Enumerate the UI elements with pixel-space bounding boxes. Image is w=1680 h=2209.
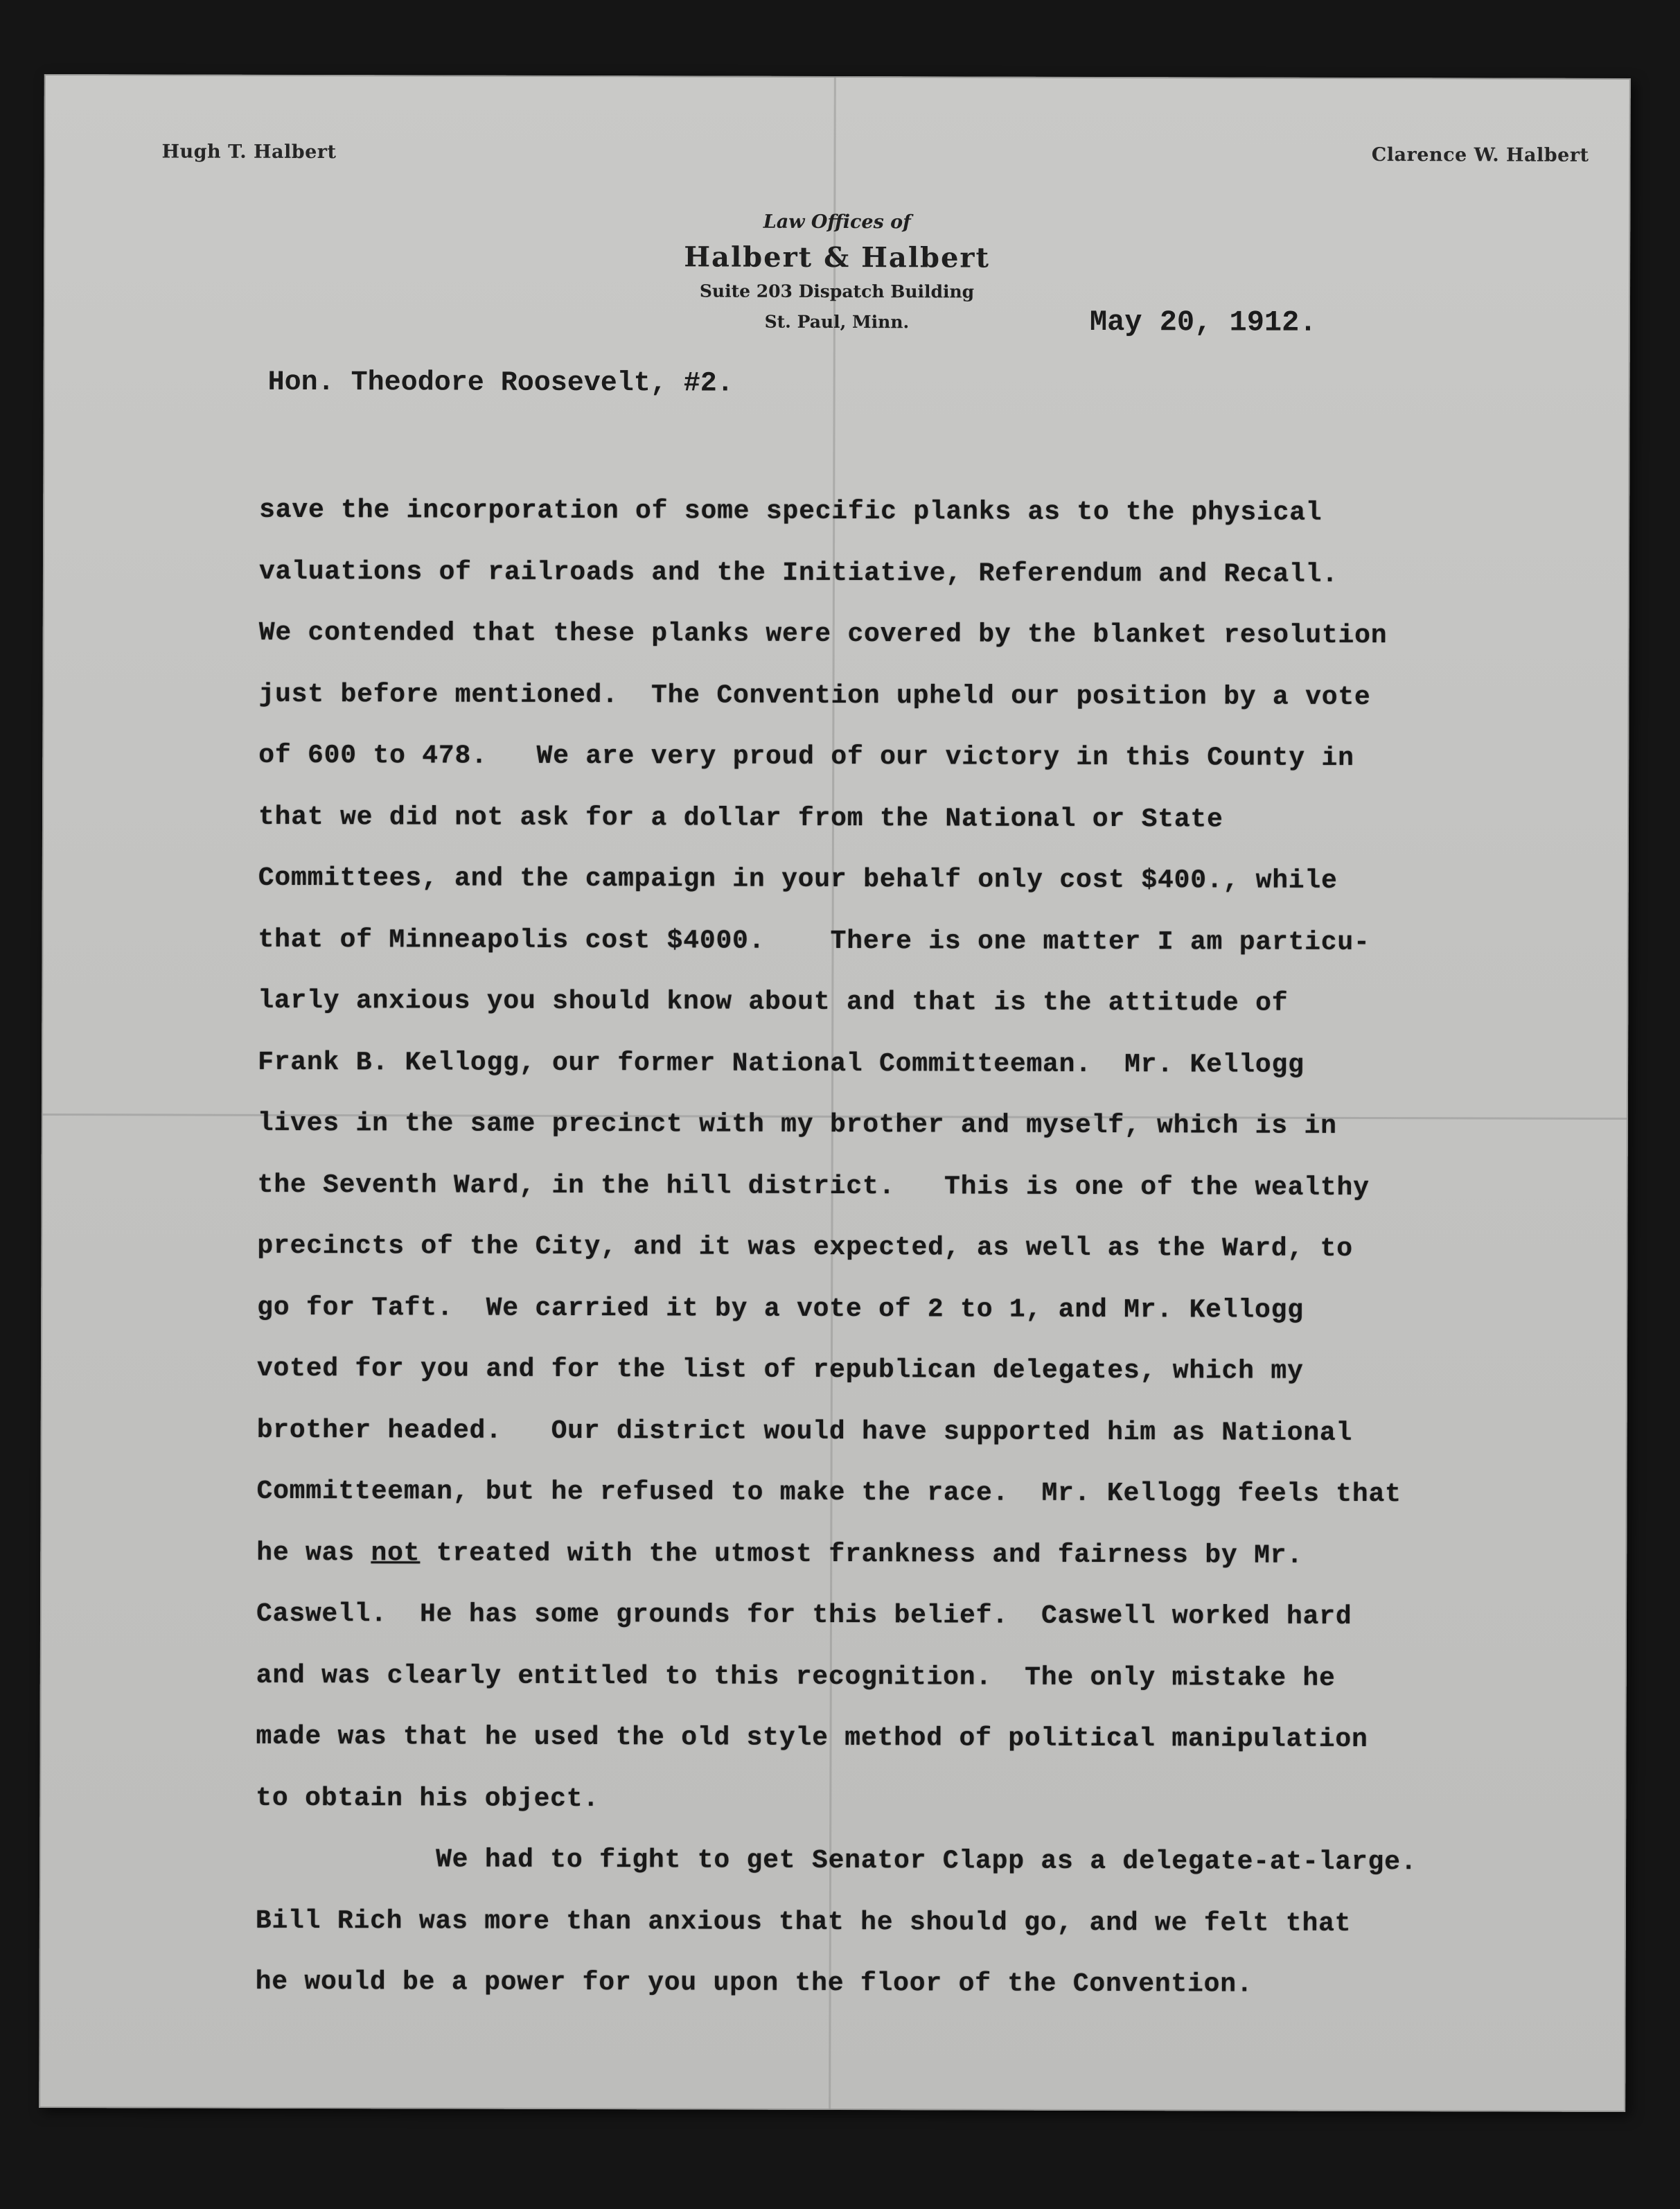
body-line: to obtain his object.: [256, 1783, 600, 1814]
letterhead-left-name: Hugh T. Halbert: [161, 141, 337, 164]
body-line: and was clearly entitled to this recognition. The only mistake he: [256, 1660, 1336, 1693]
body-line: larly anxious you should know about and that is the attitude of: [258, 985, 1289, 1019]
letterhead-address: Suite 203 Dispatch Building: [699, 281, 975, 302]
body-line: lives in the same precinct with my brother and myself, which is in: [257, 1108, 1337, 1141]
body-line: Committees, and the campaign in your behalf only cost $400., while: [258, 863, 1338, 896]
body-line: the Seventh Ward, in the hill district. This is one of the wealthy: [257, 1170, 1370, 1203]
body-line: made was that he used the old style method of political manipulation: [256, 1721, 1368, 1755]
body-line: brother headed. Our district would have supported him as National: [256, 1415, 1353, 1448]
letter-body: [256, 480, 1597, 2017]
body-line: just before mentioned. The Convention upheld our position by a vote: [258, 679, 1371, 712]
body-line: voted for you and for the list of republican delegates, which my: [256, 1353, 1304, 1387]
letterhead-law-offices: Law Offices of: [763, 211, 911, 234]
body-line: Bill Rich was more than anxious that he should go, and we felt that: [255, 1906, 1352, 1939]
letter-recipient: Hon. Theodore Roosevelt, #2.: [267, 367, 734, 400]
body-line: We contended that these planks were covered by the blanket resolution: [258, 617, 1388, 651]
body-line: We had to fight to get Senator Clapp as a delegate-at-large.: [436, 1845, 1417, 1878]
letterhead-city: St. Paul, Minn.: [764, 311, 910, 333]
body-line: valuations of railroads and the Initiative, Referendum and Recall.: [258, 556, 1338, 590]
underlined-word: not: [371, 1538, 421, 1568]
letterhead-firm-name: Halbert & Halbert: [684, 240, 991, 274]
letter-page: [39, 74, 1631, 2112]
body-line: that of Minneapolis cost $4000. There is one matter I am particu-: [258, 924, 1370, 958]
body-line: Caswell. He has some grounds for this belief. Caswell worked hard: [256, 1599, 1352, 1632]
letter-date: May 20, 1912.: [1089, 305, 1317, 340]
body-line: Frank B. Kellogg, our former National Committeeman. Mr. Kellogg: [258, 1047, 1305, 1080]
body-line: go for Taft. We carried it by a vote of 2 to 1, and Mr. Kellogg: [257, 1292, 1304, 1326]
body-line: precincts of the City, and it was expected, as well as the Ward, to: [257, 1231, 1353, 1264]
body-line: he would be a power for you upon the floor of the Convention.: [255, 1966, 1253, 2000]
body-line: Committeeman, but he refused to make the race. Mr. Kellogg feels that: [256, 1476, 1402, 1510]
body-line: [256, 1522, 1593, 1587]
body-text: treated with the utmost frankness and fairness by Mr.: [420, 1538, 1303, 1571]
body-line: save the incorporation of some specific planks as to the physical: [259, 495, 1323, 528]
body-line: that we did not ask for a dollar from the National or State: [258, 802, 1223, 834]
body-text: he was: [256, 1538, 371, 1568]
body-line: of 600 to 478. We are very proud of our victory in this County in: [258, 740, 1354, 773]
letterhead-right-name: Clarence W. Halbert: [1371, 144, 1589, 166]
